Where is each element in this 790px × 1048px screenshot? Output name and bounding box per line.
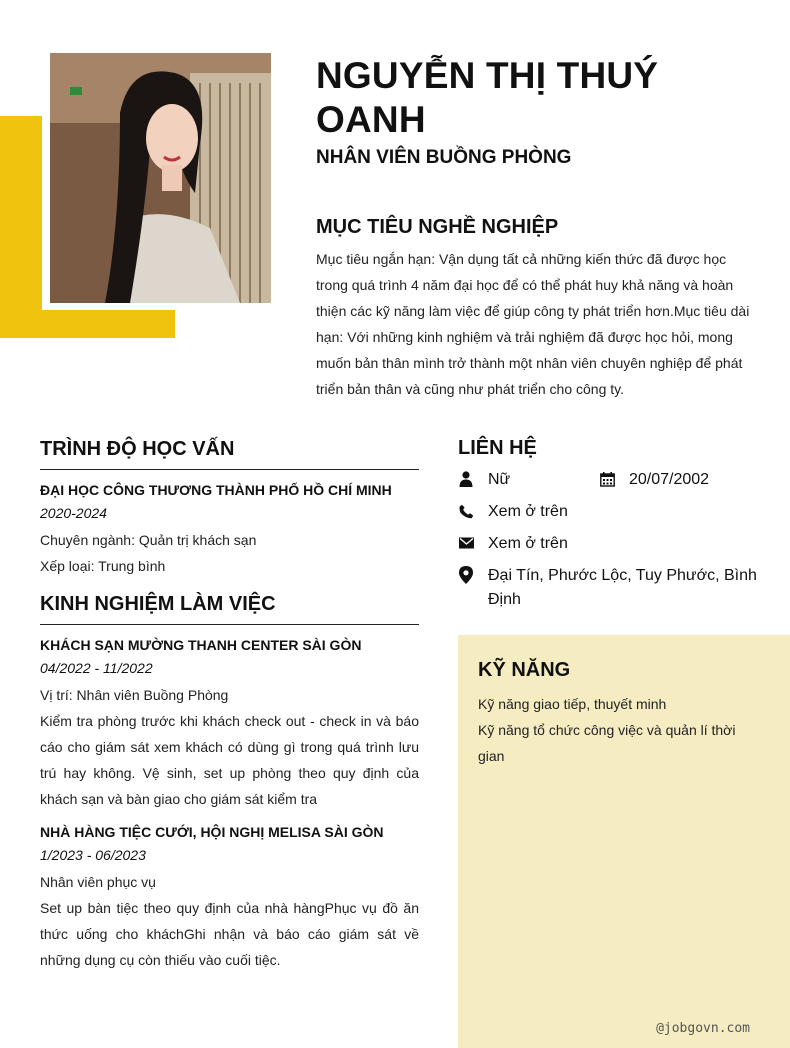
objective-text: Mục tiêu ngắn hạn: Vận dụng tất cả những kiến thức đã được học trong quá trình 4 năm đại học để có thể phát huy khả năng và hoàn thiện các kỹ năng làm việc để giúp công ty phát triển hơn.Mục tiêu dài hạn: Với những kinh nghiệm và trải nghiệm đã được học hỏi, mong muốn bản thân mình trở thành một nhân viên chuyên nghiệp để phát triển bản thân và cũng như phát triển cho công ty. (316, 251, 750, 397)
company-name: NHÀ HÀNG TIỆC CƯỚI, HỘI NGHỊ MELISA SÀI GÒN (40, 824, 384, 840)
education-rank: Xếp loại: Trung bình (40, 558, 166, 574)
phone-icon (458, 503, 474, 519)
skills-panel (458, 635, 790, 1048)
contact-heading: LIÊN HỆ (458, 437, 537, 459)
objective-heading: MỤC TIÊU NGHỀ NGHIỆP (316, 216, 559, 238)
job-position: Vị trí: Nhân viên Buồng Phòng (40, 687, 229, 703)
education-heading: TRÌNH ĐỘ HỌC VẤN (40, 438, 235, 460)
job-period: 1/2023 - 06/2023 (40, 847, 146, 863)
section-divider (40, 469, 419, 470)
experience-item (40, 637, 419, 812)
skills-list (478, 691, 748, 769)
company-name: KHÁCH SẠN MƯỜNG THANH CENTER SÀI GÒN (40, 637, 362, 653)
address-value: Đại Tín, Phước Lộc, Tuy Phước, Bình Định (488, 567, 757, 608)
phone-value: Xem ở trên (488, 503, 568, 520)
contact-gender (458, 468, 510, 492)
job-description: Set up bàn tiệc theo quy định của nhà hàngPhục vụ đồ ăn thức uống cho kháchGhi nhận và báo cáo giám sát về những dụng cụ còn thiếu vào cuối tiệc. (40, 900, 419, 968)
education-major: Chuyên ngành: Quản trị khách sạn (40, 532, 257, 548)
contact-dob (599, 468, 709, 492)
candidate-name: NGUYỄN THỊ THUÝ OANH (316, 55, 659, 140)
gender-value: Nữ (488, 471, 511, 488)
skill-item: Kỹ năng giao tiếp, thuyết minh (478, 696, 667, 712)
calendar-icon (599, 471, 615, 487)
left-column (40, 438, 419, 985)
skills-heading: KỸ NĂNG (478, 659, 571, 681)
education-period: 2020-2024 (40, 505, 107, 521)
job-period: 04/2022 - 11/2022 (40, 660, 153, 676)
email-value: Xem ở trên (488, 535, 568, 552)
person-icon (458, 471, 474, 487)
school-name: ĐẠI HỌC CÔNG THƯƠNG THÀNH PHỐ HỒ CHÍ MINH (40, 482, 392, 498)
envelope-icon (458, 535, 474, 551)
contact-phone (458, 500, 568, 524)
experience-heading: KINH NGHIỆM LÀM VIỆC (40, 593, 276, 615)
dob-value: 20/07/2002 (629, 471, 710, 488)
profile-photo (50, 53, 271, 303)
job-description: Kiểm tra phòng trước khi khách check out - check in và báo cáo cho giám sát xem khách có dùng gì trong quá trình lưu trú hay không. Vệ sinh, set up phòng theo quy định của khách sạn và bàn giao cho giám sát kiểm tra (40, 713, 419, 807)
contact-email (458, 532, 568, 556)
job-title: NHÂN VIÊN BUỒNG PHÒNG (316, 147, 572, 168)
section-divider (40, 624, 419, 625)
job-position: Nhân viên phục vụ (40, 874, 156, 890)
skill-item: Kỹ năng tổ chức công việc và quản lí thời gian (478, 722, 736, 764)
location-pin-icon (458, 567, 474, 583)
contact-address (458, 564, 758, 612)
watermark: @jobgovn.com (656, 1021, 750, 1036)
experience-item (40, 824, 419, 973)
